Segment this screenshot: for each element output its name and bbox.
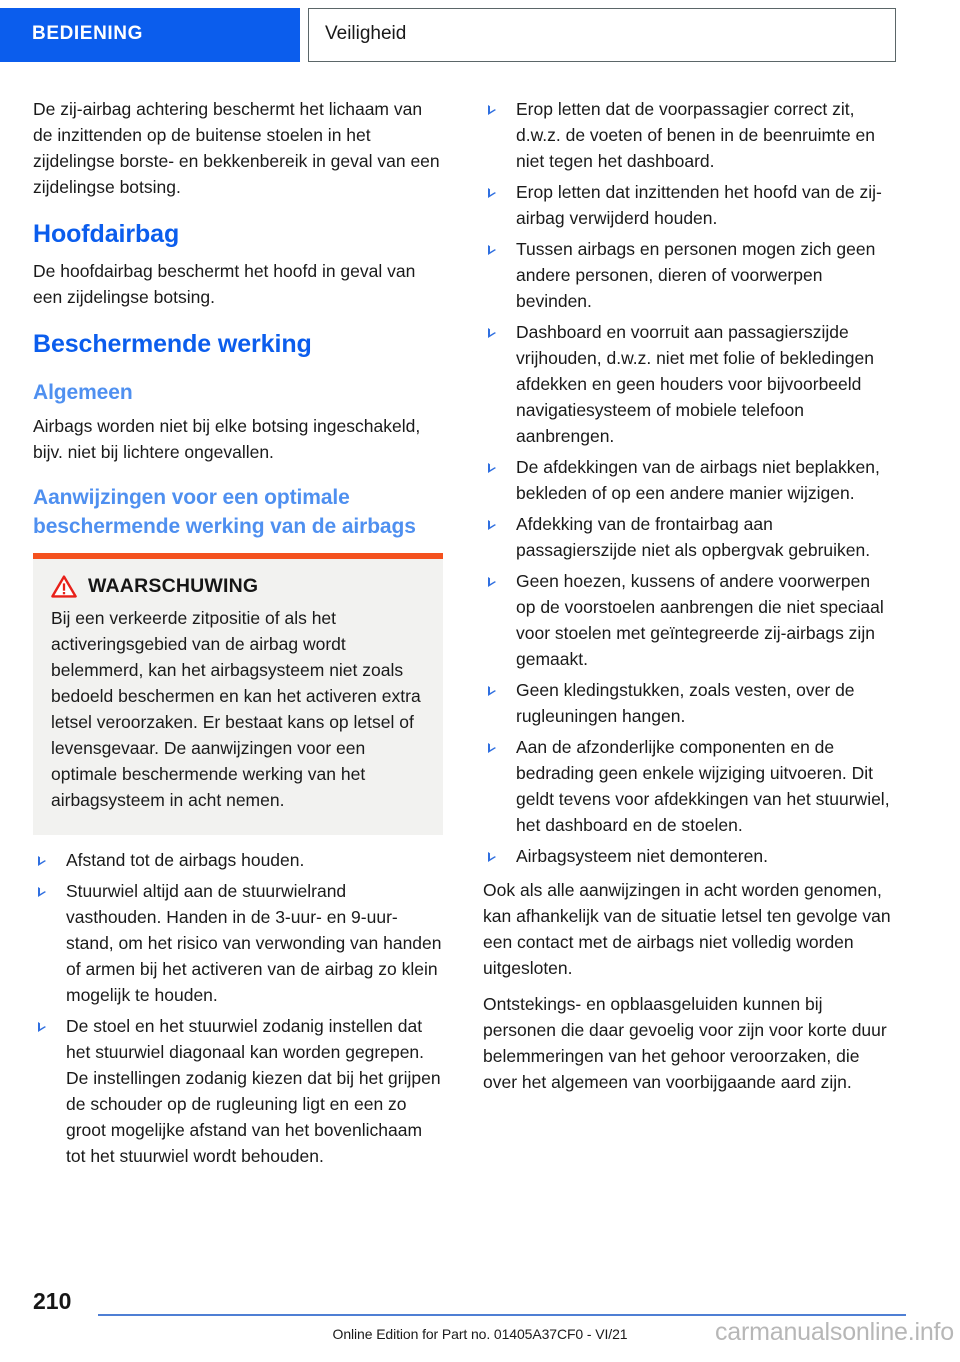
triangle-bullet-icon: [38, 887, 46, 897]
page-footer: [0, 1282, 960, 1362]
heading-algemeen: Algemeen: [33, 381, 133, 404]
list-item-text: Geen kledingstukken, zoals vesten, over de rugleuningen hangen.: [516, 680, 855, 726]
left-bullet-list: [33, 847, 443, 1169]
triangle-bullet-icon: [488, 577, 496, 587]
right-paragraph-2: Ontstekings- en opblaasgeluiden kunnen bij personen die daar gevoelig voor zijn voor korte duur belemmeringen van het gehoor veroorzaken, die over het algemeen van voorbijgaande aard zijn.: [483, 994, 887, 1092]
header-chapter-block: [0, 8, 300, 62]
list-item: [483, 179, 893, 231]
list-item: [483, 568, 893, 672]
list-item-text: De afdekkingen van de airbags niet beplakken, bekleden of op een andere manier wijzigen.: [516, 457, 880, 503]
triangle-bullet-icon: [488, 520, 496, 530]
triangle-bullet-icon: [488, 245, 496, 255]
list-item-text: Stuurwiel altijd aan de stuurwielrand vasthouden. Handen in de 3-uur- en 9-uur-stand, om het risico van verwonding van handen of armen bij het activeren van de airbag zo klein mogelijk te houden.: [66, 881, 442, 1005]
triangle-bullet-icon: [488, 686, 496, 696]
heading-beschermende-werking: Beschermende werking: [33, 330, 312, 358]
heading-hoofdairbag: Hoofdairbag: [33, 220, 180, 248]
header-section-label: Veiligheid: [325, 23, 407, 44]
watermark: carmanualsonline.info: [714, 1318, 954, 1346]
list-item: [33, 847, 443, 873]
page-header: [0, 8, 960, 62]
warning-triangle-icon: [51, 575, 77, 598]
list-item-text: Erop letten dat inzittenden het hoofd van de zij-airbag verwijderd houden.: [516, 182, 882, 228]
right-bullet-list: [483, 96, 893, 869]
list-item: [483, 319, 893, 449]
hoofdairbag-paragraph: De hoofdairbag beschermt het hoofd in geval van een zijdelingse botsing.: [33, 261, 416, 307]
footer-note: Online Edition for Part no. 01405A37CF0 - VI/21: [332, 1326, 628, 1342]
list-item: [483, 454, 893, 506]
warning-box: [33, 553, 443, 835]
list-item-text: Geen hoezen, kussens of andere voorwerpen op de voorstoelen aanbrengen die niet speciaal voor stoelen met geïntegreerde zij-airbags zijn gemaakt.: [516, 571, 884, 669]
right-column: [483, 96, 893, 1113]
list-item: [33, 1013, 443, 1169]
intro-paragraph: De zij-airbag achtering beschermt het lichaam van de inzittenden op de buitense stoelen in het zijdelingse borste- en bekkenbereik in geval van een zijdelingse botsing.: [33, 99, 440, 197]
list-item: [483, 677, 893, 729]
header-chapter-label: BEDIENING: [32, 23, 143, 44]
triangle-bullet-icon: [488, 105, 496, 115]
list-item: [33, 878, 443, 1008]
algemeen-paragraph: Airbags worden niet bij elke botsing ingeschakeld, bijv. niet bij lichtere ongevallen.: [33, 416, 421, 462]
triangle-bullet-icon: [488, 852, 496, 862]
list-item-text: Afstand tot de airbags houden.: [66, 850, 305, 870]
triangle-bullet-icon: [488, 463, 496, 473]
list-item-text: Tussen airbags en personen mogen zich geen andere personen, dieren of voorwerpen bevinden.: [516, 239, 876, 311]
triangle-bullet-icon: [488, 328, 496, 338]
triangle-bullet-icon: [488, 188, 496, 198]
heading-aanwijzingen: Aanwijzingen voor een optimale beschermende werking van de airbags: [33, 486, 416, 538]
list-item-text: Aan de afzonderlijke componenten en de bedrading geen enkele wijziging uitvoeren. Dit geldt tevens voor afdekkingen van het stuurwiel, het dashboard en de stoelen.: [516, 737, 890, 835]
list-item-text: De stoel en het stuurwiel zodanig instellen dat het stuurwiel diagonaal kan worden gegrepen. De instellingen zodanig kiezen dat bij het grijpen de schouder op de rugleuning ligt en een zo groot mogelijke afstand van het bovenlichaam tot het stuurwiel wordt behouden.: [66, 1016, 441, 1166]
triangle-bullet-icon: [38, 856, 46, 866]
triangle-bullet-icon: [38, 1022, 46, 1032]
triangle-bullet-icon: [488, 743, 496, 753]
left-column: [33, 96, 443, 1174]
list-item-text: Airbagsysteem niet demonteren.: [516, 846, 768, 866]
footer-divider: [98, 1314, 906, 1316]
warning-text: Bij een verkeerde zitpositie of als het activeringsgebied van de airbag wordt belemmerd, kan het airbagsysteem niet zoals bedoeld beschermen en kan het activeren extra letsel veroorzaken. Er bestaat kans op letsel of levensgevaar. De aanwijzingen voor een optimale beschermende werking van het airbagsysteem in acht nemen.: [51, 608, 421, 810]
list-item: [483, 511, 893, 563]
list-item-text: Dashboard en voorruit aan passagierszijde vrijhouden, d.w.z. niet met folie of bekledingen afdekken en geen houders voor bijvoorbeeld navigatiesysteem of mobiele telefoon aanbrengen.: [516, 322, 874, 446]
warning-title: WAARSCHUWING: [88, 575, 259, 597]
page-number: 210: [33, 1288, 72, 1314]
list-item: [483, 843, 893, 869]
header-section-block: [308, 8, 896, 62]
list-item: [483, 734, 893, 838]
right-paragraph-1: Ook als alle aanwijzingen in acht worden genomen, kan afhankelijk van de situatie letsel ten gevolge van een contact met de airbags niet volledig worden uitgesloten.: [483, 880, 891, 978]
list-item: [483, 96, 893, 174]
list-item-text: Erop letten dat de voorpassagier correct zit, d.w.z. de voeten of benen in de beenruimte en niet tegen het dashboard.: [516, 99, 876, 171]
list-item: [483, 236, 893, 314]
warning-box-header: [51, 575, 425, 598]
list-item-text: Afdekking van de frontairbag aan passagierszijde niet als opbergvak gebruiken.: [516, 514, 871, 560]
